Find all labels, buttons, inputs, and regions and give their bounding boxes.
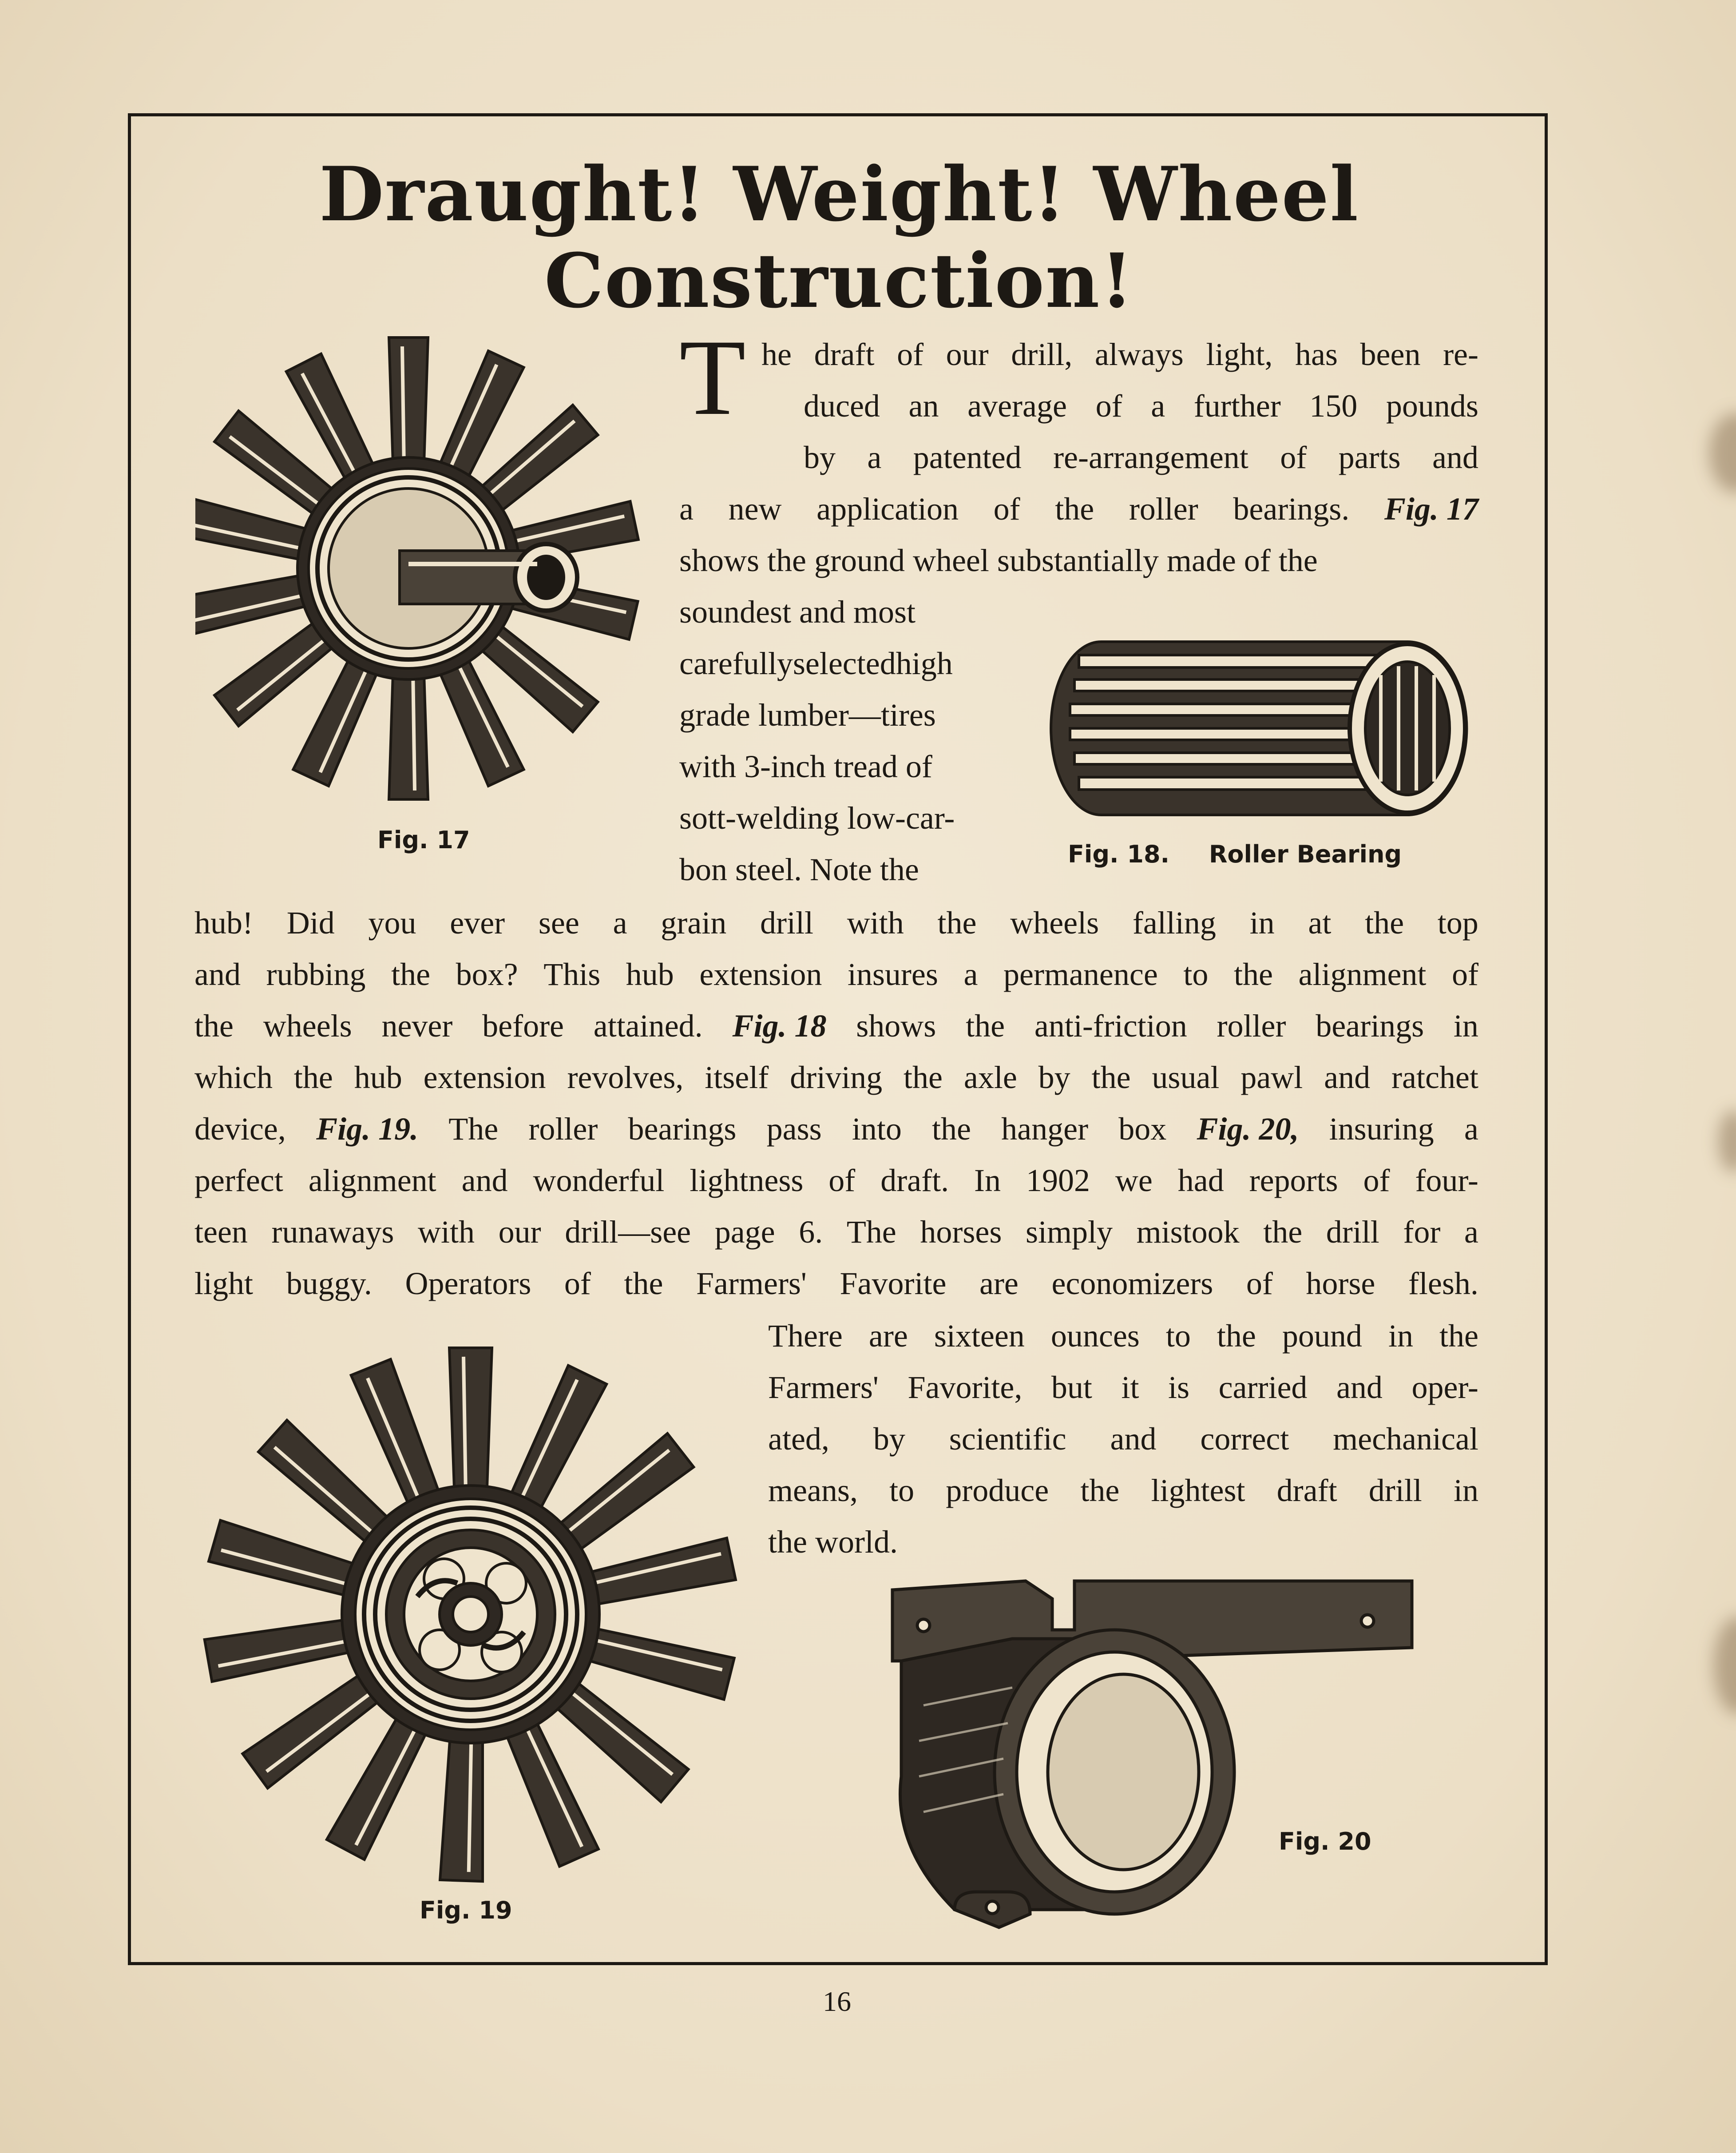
intro-line: with 3-inch tread of bbox=[679, 749, 932, 784]
drop-cap: T bbox=[679, 317, 746, 437]
intro-line: duced an average of a further 150 pounds bbox=[804, 388, 1478, 424]
closing-line: Farmers' Favorite, but it is carried and oper- bbox=[768, 1370, 1478, 1405]
fig17-wheel-illustration bbox=[195, 320, 648, 817]
body-line: device, Fig. 19. The roller bearings pass into the hanger box Fig. 20, insuring a bbox=[194, 1103, 1478, 1155]
fig19-caption: Fig. 19 bbox=[420, 1896, 512, 1924]
fig20-hanger-box-illustration bbox=[866, 1572, 1416, 1936]
body-line: hub! Did you ever see a grain drill with the wheels falling in at the top bbox=[194, 905, 1478, 941]
intro-line: sott-welding low-car- bbox=[679, 800, 955, 836]
intro-narrow-column bbox=[679, 586, 995, 895]
fig20-reference: Fig. 20, bbox=[1197, 1111, 1299, 1147]
fig18-roller-bearing-illustration bbox=[1043, 631, 1470, 830]
intro-line: he draft of our drill, always light, has been re- bbox=[761, 337, 1478, 372]
intro-line: bon steel. Note the bbox=[679, 852, 919, 887]
closing-line: the world. bbox=[768, 1524, 898, 1560]
fig19-reference: Fig. 19. bbox=[316, 1111, 419, 1147]
fig17-reference: Fig. 17 bbox=[1384, 491, 1478, 527]
fig19-pawl-ratchet-illustration bbox=[195, 1341, 746, 1887]
intro-line: shows the ground wheel substantially made of the bbox=[679, 543, 1318, 578]
page-number: 16 bbox=[823, 1986, 851, 2017]
body-line: light buggy. Operators of the Farmers' Favorite are economizers of horse flesh. bbox=[194, 1266, 1478, 1301]
fig18-caption bbox=[1068, 840, 1402, 868]
intro-line: grade lumber—tires bbox=[679, 697, 936, 733]
closing-line: ated, by scientific and correct mechanical bbox=[768, 1421, 1478, 1457]
intro-line: by a patented re-arrangement of parts and bbox=[804, 440, 1478, 475]
intro-line: soundest and most bbox=[679, 594, 916, 630]
body-paragraph bbox=[194, 897, 1478, 1309]
fig18-label: Fig. 18. bbox=[1068, 840, 1170, 868]
title-line-2: Construction! bbox=[544, 237, 1134, 325]
body-line: perfect alignment and wonderful lightness of draft. In 1902 we had reports of four- bbox=[194, 1163, 1478, 1198]
fig20-caption: Fig. 20 bbox=[1279, 1827, 1371, 1855]
body-line: which the hub extension revolves, itself driving the axle by the usual pawl and ratchet bbox=[194, 1060, 1478, 1095]
closing-line: There are sixteen ounces to the pound in the bbox=[768, 1318, 1478, 1354]
title-line-1: Draught! Weight! Wheel bbox=[319, 150, 1359, 238]
intro-line: a new application of the roller bearings. Fig. 17 bbox=[679, 483, 1478, 535]
intro-line: carefullyselectedhigh bbox=[679, 646, 953, 681]
body-line: teen runaways with our drill—see page 6. The horses simply mistook the drill for a bbox=[194, 1214, 1478, 1250]
intro-paragraph bbox=[679, 317, 1478, 586]
closing-line: means, to produce the lightest draft drill in bbox=[768, 1473, 1478, 1508]
fig17-caption: Fig. 17 bbox=[377, 826, 470, 854]
closing-paragraph bbox=[768, 1310, 1478, 1568]
page-title bbox=[249, 151, 1430, 324]
body-line: the wheels never before attained. Fig. 18 shows the anti-friction roller bearings in bbox=[194, 1000, 1478, 1052]
fig18-title: Roller Bearing bbox=[1209, 840, 1402, 868]
fig18-reference: Fig. 18 bbox=[732, 1008, 827, 1044]
body-line: and rubbing the box? This hub extension insures a permanence to the alignment of bbox=[194, 957, 1478, 992]
